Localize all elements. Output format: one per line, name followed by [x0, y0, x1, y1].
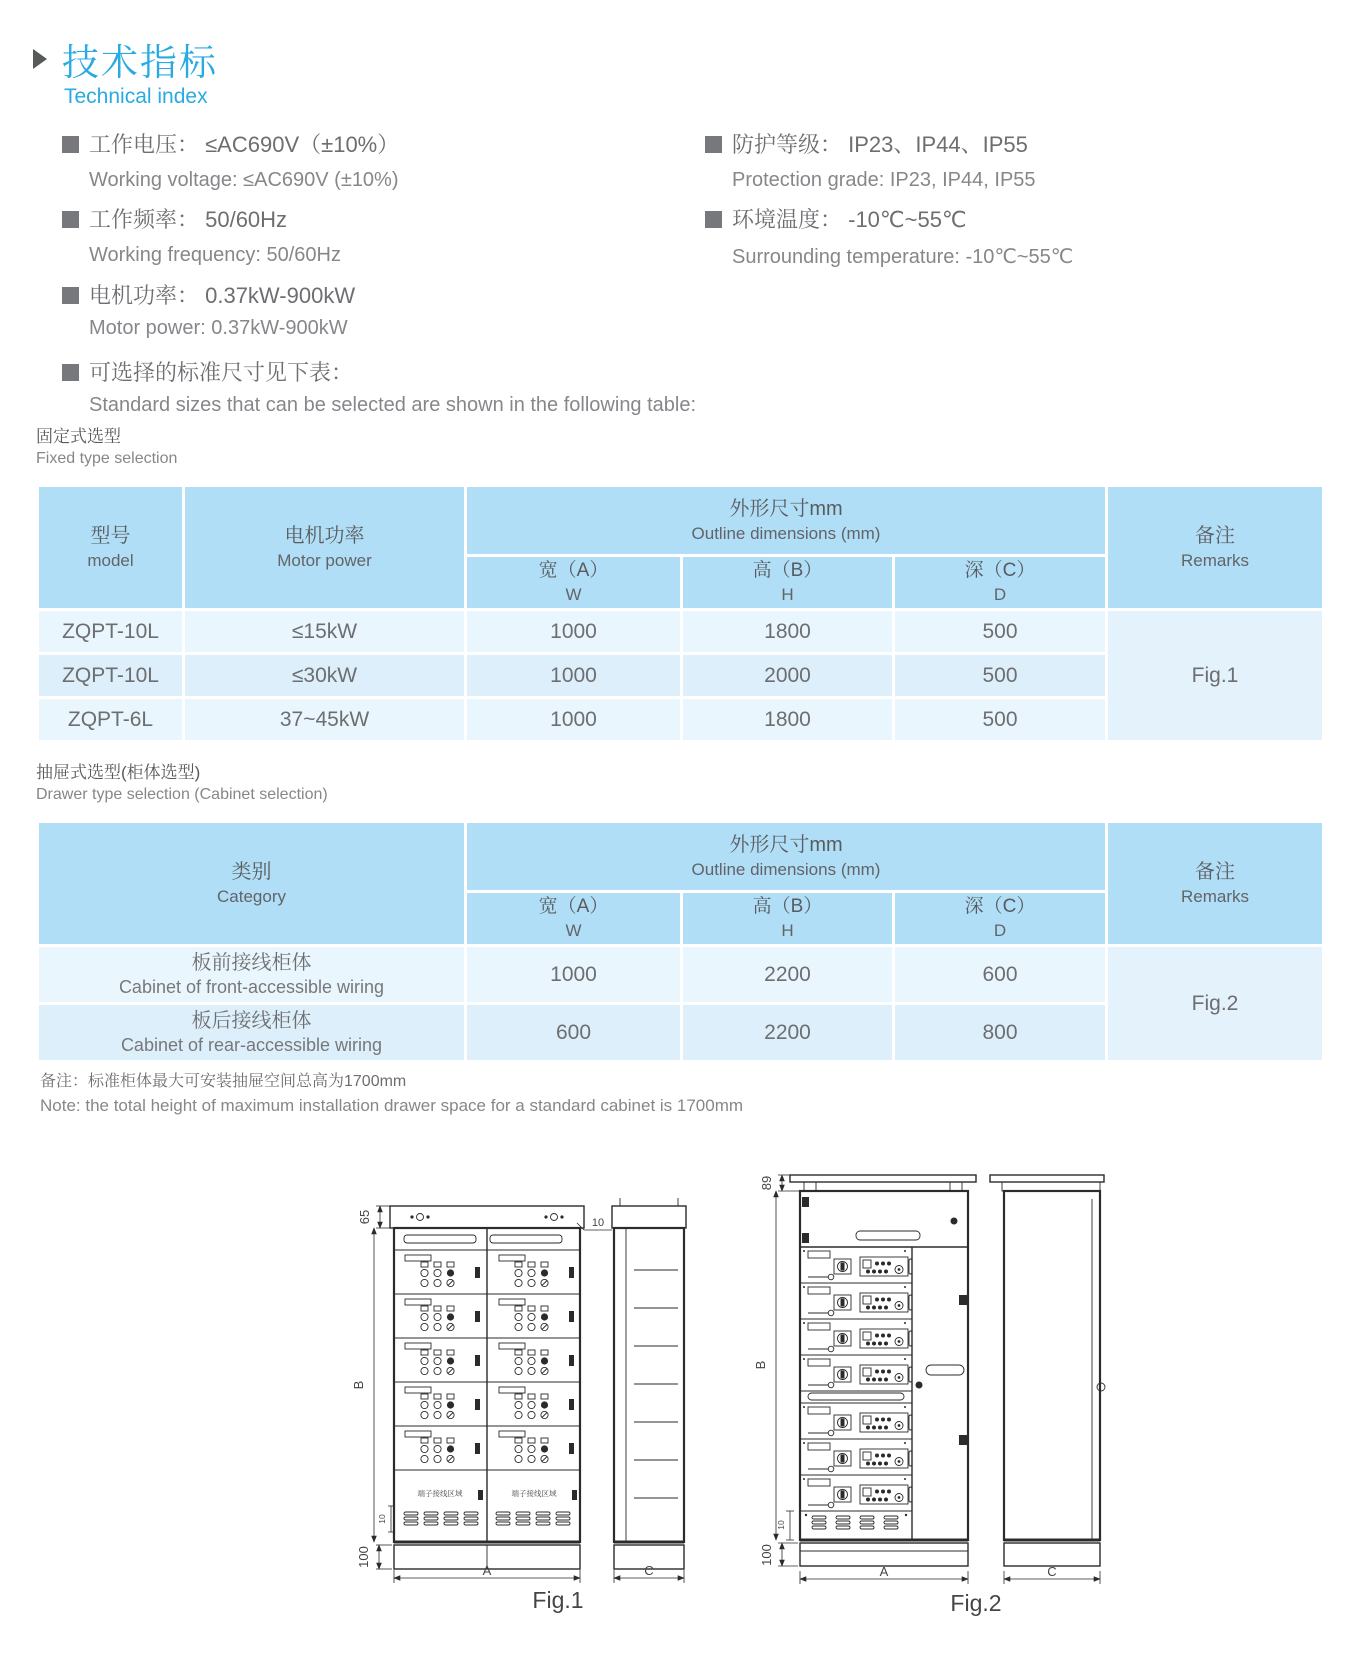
fig1-dim-height: B	[351, 1380, 366, 1390]
spec-voltage-en: Working voltage: ≤AC690V (±10%)	[89, 169, 399, 191]
drawer-table	[36, 820, 1325, 1063]
cell-remarks: Fig.1	[1107, 610, 1324, 742]
cell-model: ZQPT-10L	[38, 610, 184, 654]
spec-protection-en: Protection grade: IP23, IP44, IP55	[732, 169, 1036, 191]
fig2-drawing	[728, 1095, 1120, 1620]
cell-depth: 500	[894, 654, 1107, 698]
col-header-width: 宽（A） W	[466, 556, 682, 610]
cell-height: 1800	[682, 698, 894, 742]
fig2-caption: Fig.2	[950, 1590, 1002, 1616]
cell-power: ≤30kW	[184, 654, 466, 698]
spec-motor-zh: 电机功率： 0.37kW-900kW	[62, 279, 355, 310]
cell-depth: 800	[894, 1004, 1107, 1062]
fig1-dim-depth: C	[644, 1563, 654, 1578]
bullet-square-icon	[62, 136, 79, 153]
bullet-square-icon	[62, 287, 79, 304]
cell-width: 1000	[466, 610, 682, 654]
col-header-height: 高（B） H	[682, 892, 894, 946]
col-header-remarks: 备注 Remarks	[1107, 486, 1324, 610]
spec-frequency-en: Working frequency: 50/60Hz	[89, 244, 341, 266]
fig1-terminal-label: 端子接线区域	[417, 1489, 463, 1498]
fig2-dim-vent: 10	[776, 1520, 786, 1530]
cell-category: 板前接线柜体 Cabinet of front-accessible wiring	[38, 946, 466, 1004]
cell-power: ≤15kW	[184, 610, 466, 654]
drawer-table-label-en: Drawer type selection (Cabinet selection)	[36, 786, 328, 803]
table-note-zh: 备注：标准柜体最大可安装抽屉空间总高为1700mm	[40, 1073, 407, 1090]
table-row	[38, 946, 1324, 1004]
cell-width: 1000	[466, 654, 682, 698]
col-header-remarks: 备注 Remarks	[1107, 822, 1324, 946]
cell-model: ZQPT-10L	[38, 654, 184, 698]
fig2-front-view	[790, 1175, 976, 1566]
fig1-dim-top: 65	[357, 1209, 372, 1225]
cell-model: ZQPT-6L	[38, 698, 184, 742]
fig2-dim-top: 89	[759, 1175, 774, 1191]
spec-protection-zh: 防护等级： IP23、IP44、IP55	[705, 128, 1028, 159]
bullet-square-icon	[705, 136, 722, 153]
table-row	[38, 610, 1324, 654]
fig2-dim-depth: C	[1047, 1564, 1057, 1579]
cell-width: 1000	[466, 946, 682, 1004]
col-header-dimensions: 外形尺寸mm Outline dimensions (mm)	[466, 486, 1107, 556]
cell-height: 2200	[682, 1004, 894, 1062]
bullet-square-icon	[62, 211, 79, 228]
cell-depth: 600	[894, 946, 1107, 1004]
cell-category: 板后接线柜体 Cabinet of rear-accessible wiring	[38, 1004, 466, 1062]
spec-temperature-zh: 环境温度： -10℃~55℃	[705, 203, 967, 234]
fig1-side-view	[612, 1198, 686, 1583]
col-header-power: 电机功率 Motor power	[184, 486, 466, 610]
tables-intro-en: Standard sizes that can be selected are shown in the following table:	[89, 394, 697, 416]
fig2-dim-height: B	[753, 1360, 768, 1370]
cell-height: 2000	[682, 654, 894, 698]
spec-frequency-zh: 工作频率： 50/60Hz	[62, 203, 287, 234]
fig1-terminal-label: 端子接线区域	[511, 1489, 557, 1498]
fig1-front-view	[390, 1206, 584, 1569]
col-header-width: 宽（A） W	[466, 892, 682, 946]
drawer-table-label-zh: 抽屉式选型(柜体选型)	[36, 763, 201, 782]
fixed-table	[36, 484, 1325, 743]
fig2-side-view	[990, 1175, 1105, 1584]
cell-power: 37~45kW	[184, 698, 466, 742]
fig1-drawing	[348, 1140, 693, 1620]
fig1-caption: Fig.1	[532, 1587, 584, 1613]
page-subtitle: Technical index	[64, 85, 208, 108]
table-note-en: Note: the total height of maximum installation drawer space for a standard cabinet is 1700mm	[40, 1096, 744, 1115]
spec-motor-en: Motor power: 0.37kW-900kW	[89, 317, 348, 339]
cell-depth: 500	[894, 610, 1107, 654]
cell-width: 1000	[466, 698, 682, 742]
cell-width: 600	[466, 1004, 682, 1062]
page-title: 技术指标	[62, 42, 218, 83]
tables-intro-zh: 可选择的标准尺寸见下表：	[62, 356, 353, 387]
fig2-dim-width: A	[879, 1564, 889, 1579]
cell-remarks: Fig.2	[1107, 946, 1324, 1062]
fig1-dim-vent: 10	[377, 1514, 387, 1524]
fixed-table-label-zh: 固定式选型	[36, 427, 121, 446]
fig1-dimensions	[351, 1206, 612, 1583]
cell-depth: 500	[894, 698, 1107, 742]
col-header-height: 高（B） H	[682, 556, 894, 610]
fig1-dim-top-right: 10	[591, 1217, 605, 1229]
bullet-square-icon	[62, 364, 79, 381]
fig2-dimensions	[753, 1175, 968, 1584]
spec-temperature-en: Surrounding temperature: -10℃~55℃	[732, 246, 1074, 268]
col-header-dimensions: 外形尺寸mm Outline dimensions (mm)	[466, 822, 1107, 892]
cell-height: 2200	[682, 946, 894, 1004]
col-header-model: 型号 model	[38, 486, 184, 610]
fig1-dim-base: 100	[356, 1546, 371, 1568]
col-header-depth: 深（C） D	[894, 892, 1107, 946]
fixed-table-label-en: Fixed type selection	[36, 450, 178, 467]
col-header-depth: 深（C） D	[894, 556, 1107, 610]
spec-voltage-zh: 工作电压： ≤AC690V（±10%）	[62, 128, 399, 159]
fig1-dim-width: A	[482, 1563, 492, 1578]
col-header-category: 类别 Category	[38, 822, 466, 946]
fig2-dim-base: 100	[759, 1544, 774, 1566]
bullet-square-icon	[705, 211, 722, 228]
section-arrow-icon	[33, 49, 47, 69]
cell-height: 1800	[682, 610, 894, 654]
